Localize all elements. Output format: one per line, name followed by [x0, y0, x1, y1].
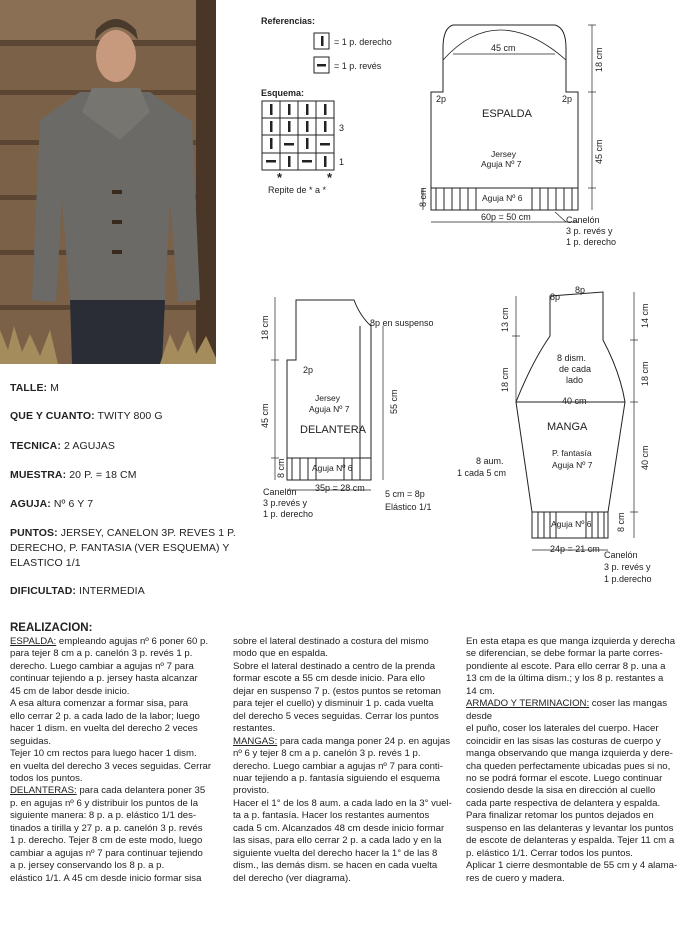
spec-talle: TALLE: M [10, 382, 60, 394]
instructions-col-1: ESPALDA: empleando agujas nº 6 poner 60 p. para tejer 8 cm a p. canelón 3 p. revés 1 p. derecho. Luego cambiar a agujas nº 7 para continuar tejiendo a p. jersey hasta alcanzar 45 cm de labor desde inicio. A esa altura comenzar a formar sisa, para ello cerrar 2 p. a cada lado de la labor; luego hacer 1 dism. en vuelta del derecho 2 veces seguidas. Tejer 10 cm rectos para luego hacer 1 dism. en vuelta del derecho 3 veces seguidas. Cerrar todos los puntos. DELANTERAS: para cada delantera poner 35 p. en agujas nº 6 y distribuir los puntos de la siguiente manera: 8 p. a p. elástico 1/1 des- tinados a tirilla y 27 p. a p. canelón 3 p. revés 1 p. derecho. Tejer 8 cm de este modo, luego cambiar a agujas nº 7 para continuar tejiendo a p. jersey conservando los 8 p. a p. elástico 1/1. A 45 cm desde inicio formar sisa [10, 636, 212, 884]
manga-bottom: 24p = 21 cm [550, 544, 600, 554]
manga-right-mid: 18 cm [640, 361, 650, 386]
espalda-dec-left: 2p [436, 94, 447, 104]
manga-stitch: P. fantasía [552, 448, 592, 458]
spec-que-y-cuanto: QUE Y CUANTO: TWITY 800 G [10, 410, 163, 422]
spec-muestra: MUESTRA: 20 P. = 18 CM [10, 469, 137, 481]
manga-width: 40 cm [562, 396, 587, 406]
manga-dism-2: de cada [559, 364, 592, 374]
delantera-needle: Aguja Nº 7 [309, 404, 350, 414]
espalda-canelon-3: 1 p. derecho [566, 237, 617, 247]
manga-rib-needle: Aguja Nº 6 [551, 519, 592, 529]
manga-canelon-1: Canelón [604, 550, 638, 560]
svg-text:*: * [277, 170, 283, 185]
ref-derecho: = 1 p. derecho [334, 37, 392, 47]
spec-tecnica: TECNICA: 2 AGUJAS [10, 440, 115, 452]
spec-aguja: AGUJA: Nº 6 Y 7 [10, 498, 94, 510]
spec-puntos: PUNTOS: JERSEY, CANELON 3P. REVES 1 P. DERECHO, P. FANTASIA (VER ESQUEMA) Y ELASTICO 1/1 [10, 527, 236, 569]
espalda-side-top: 18 cm [594, 47, 604, 72]
manga-needle: Aguja Nº 7 [552, 460, 593, 470]
espalda-side-mid: 45 cm [594, 139, 604, 164]
espalda-rib-needle: Aguja Nº 6 [482, 193, 523, 203]
delantera-canelon-1: Canelón [263, 487, 297, 497]
delantera-band-2: Elástico 1/1 [385, 502, 432, 512]
spec-dificultad: DIFICULTAD: INTERMEDIA [10, 585, 145, 597]
esquema-title: Esquema: [261, 88, 305, 98]
delantera-bottom: 35p = 28 cm [315, 483, 365, 493]
delantera-side-bottom: 8 cm [276, 458, 286, 478]
instructions-col-2: sobre el lateral destinado a costura del mismo modo que en espalda. Sobre el lateral destinado a centro de la prenda formar escote a 55 cm desde inicio. Para ello dejar en suspenso 7 p. (estos puntos se retoman para tejer el cuello) y disminuir 1 p. cada vuelta del derecho 5 veces seguidas. Cerrar los puntos restantes. MANGAS: para cada manga poner 24 p. en agujas nº 6 y tejer 8 cm a p. canelón 3 p. revés 1 p. derecho. Luego cambiar a agujas nº 7 para conti- nuar tejiendo a p. fantasía siguiendo el esquema provisto. Hacer el 1° de los 8 aum. a cada lado en la 3° vuel- ta a p. fantasía. Hacer los restantes aumentos cada 5 cm. Alcanzados 48 cm desde inicio formar las sisas, para ello cerrar 2 p. a cada lado y en la siguiente vuelta del derecho hacer la 1° de las 8 dism., las demás dism. se hacen en cada vuelta del derecho (ver diagrama). [233, 636, 452, 884]
instructions-col-3: En esta etapa es que manga izquierda y derecha se diferencian, se debe formar la parte corres- pondiente al escote. Para ello cerrar 8 p. una a 13 cm de la última dism.; y los 8 p. restantes a 14 cm. ARMADO Y TERMINACION: coser las mangas desde el puño, coser los laterales del cuerpo. Hacer coincidir en las sisas las costuras de cuerpo y manga observando que manga izquierda y dere- cha queden perfectamente ubicadas pues si no, no se podrá formar el escote. Luego continuar cosiendo desde la sisa en dirección al cuello cada parte respectiva de delantera y espalda. Para finalizar retomar los puntos dejados en suspenso en las delanteras y levantar los puntos de escote de delanteras y espalda. Tejer 11 cm a p. elástico 1/1. Cerrar todos los puntos. Aplicar 1 cierre desmontable de 55 cm y 4 alama- res de cuero y madera. [466, 636, 678, 884]
referencias-title: Referencias: [261, 16, 316, 26]
espalda-top-width: 45 cm [491, 43, 516, 53]
svg-text:*: * [327, 170, 333, 185]
manga-right-top: 14 cm [640, 303, 650, 328]
espalda-side-bottom: 8 cm [418, 187, 428, 207]
esquema-row-3: 3 [339, 123, 345, 133]
espalda-dec-right: 2p [562, 94, 573, 104]
manga-right-rib: 8 cm [616, 512, 626, 532]
manga-left-mid: 18 cm [500, 367, 510, 392]
delantera-right-side: 55 cm [389, 389, 399, 414]
espalda-stitch: Jersey [491, 149, 517, 159]
delantera-side-top: 18 cm [260, 315, 270, 340]
espalda-name: ESPALDA [482, 108, 532, 120]
manga-aum-2: 1 cada 5 cm [457, 468, 507, 478]
ref-reves: = 1 p. revés [334, 61, 382, 71]
espalda-bottom: 60p = 50 cm [481, 212, 531, 222]
manga-name: MANGA [547, 421, 588, 433]
delantera-canelon-3: 1 p. derecho [263, 509, 314, 519]
espalda-canelon-1: Canelón [566, 215, 600, 225]
realizacion-title: REALIZACION: [10, 622, 93, 634]
manga-right-bottom: 40 cm [640, 445, 650, 470]
delantera-side-mid: 45 cm [260, 403, 270, 428]
espalda-needle: Aguja Nº 7 [481, 159, 522, 169]
delantera-name: DELANTERA [300, 424, 367, 436]
manga-dism-3: lado [566, 375, 584, 385]
delantera-suspenso: 8p en suspenso [370, 318, 434, 328]
manga-top-right: 8p [575, 285, 586, 295]
esquema-row-1: 1 [339, 157, 345, 167]
manga-aum-1: 8 aum. [476, 456, 504, 466]
delantera-dec: 2p [303, 365, 314, 375]
delantera-band-1: 5 cm = 8p [385, 489, 425, 499]
manga-canelon-2: 3 p. revés y [604, 562, 651, 572]
manga-left-top: 13 cm [500, 307, 510, 332]
esquema-repite: Repite de * a * [268, 185, 327, 195]
manga-top-left: 8p [550, 292, 561, 302]
delantera-stitch: Jersey [315, 393, 341, 403]
espalda-canelon-2: 3 p. revés y [566, 226, 613, 236]
delantera-canelon-2: 3 p.revés y [263, 498, 308, 508]
esquema-grid [262, 101, 334, 170]
manga-dism-1: 8 dism. [557, 353, 587, 363]
delantera-rib-needle: Aguja Nº 6 [312, 463, 353, 473]
manga-canelon-3: 1 p.derecho [604, 574, 652, 584]
